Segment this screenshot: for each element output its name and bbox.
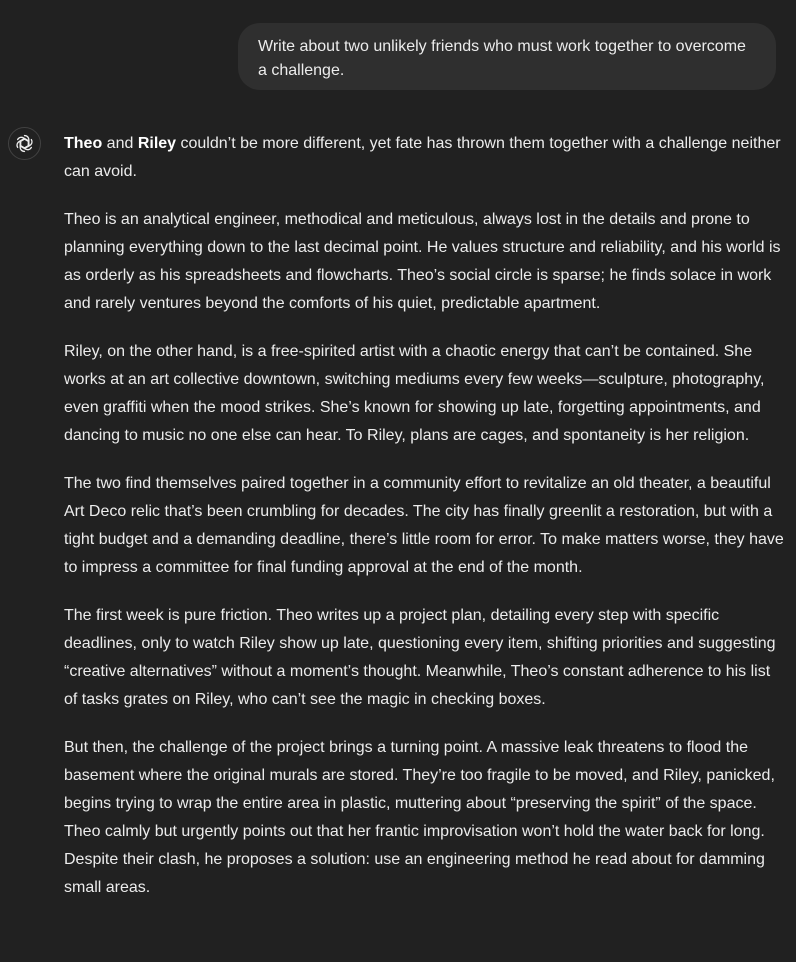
user-message-bubble [238,23,776,90]
intro-rest: couldn’t be more different, yet fate has thrown them together with a challenge neither can avoid. [64,135,781,180]
character-name-riley: Riley [137,135,177,152]
intro-conjunction: and [102,135,138,152]
assistant-paragraph: But then, the challenge of the project brings a turning point. A massive leak threatens to flood the basement where the original murals are stored. They’re too fragile to be moved, and Riley, panicked, begins trying to wrap the entire area in plastic, muttering about “preserving the spirit” of the space. Theo calmly but urgently points out that her frantic improvisation won’t hold the water back for long. Despite their clash, he proposes a solution: use an engineering method he read about for damming small areas. [64,739,775,896]
assistant-paragraph: The two find themselves paired together in a community effort to revitalize an old theater, a beautiful Art Deco relic that’s been crumbling for decades. The city has finally greenlit a restoration, but with a tight budget and a demanding deadline, there’s little room for error. To make matters worse, they have to impress a committee for final funding approval at the end of the month. [64,475,784,576]
assistant-paragraph: The first week is pure friction. Theo writes up a project plan, detailing every step with specific deadlines, only to watch Riley show up late, questioning every item, shifting priorities and suggesting “creative alternatives” without a moment’s thought. Meanwhile, Theo’s constant adherence to his list of tasks grates on Riley, who can’t see the magic in checking boxes. [64,607,776,708]
assistant-message [64,130,784,922]
assistant-paragraph: Riley, on the other hand, is a free-spirited artist with a chaotic energy that can’t be contained. She works at an art collective downtown, switching mediums every few weeks—sculpture, photography, even graffiti when the mood strikes. She’s known for showing up late, forgetting appointments, and dancing to music no one else can hear. To Riley, plans are cages, and spontaneity is her religion. [64,343,765,444]
openai-logo-icon [15,134,34,153]
assistant-paragraph: Theo is an analytical engineer, methodical and meticulous, always lost in the details and prone to planning everything down to the last decimal point. He values structure and reliability, and his world is as orderly as his spreadsheets and flowcharts. Theo’s social circle is sparse; he finds solace in work and rarely ventures beyond the comforts of his quiet, predictable apartment. [64,211,781,312]
character-name-theo: Theo [64,135,103,152]
assistant-paragraph-intro [64,130,784,186]
assistant-avatar [8,127,41,160]
user-message-text: Write about two unlikely friends who must work together to overcome a challenge. [258,38,746,79]
